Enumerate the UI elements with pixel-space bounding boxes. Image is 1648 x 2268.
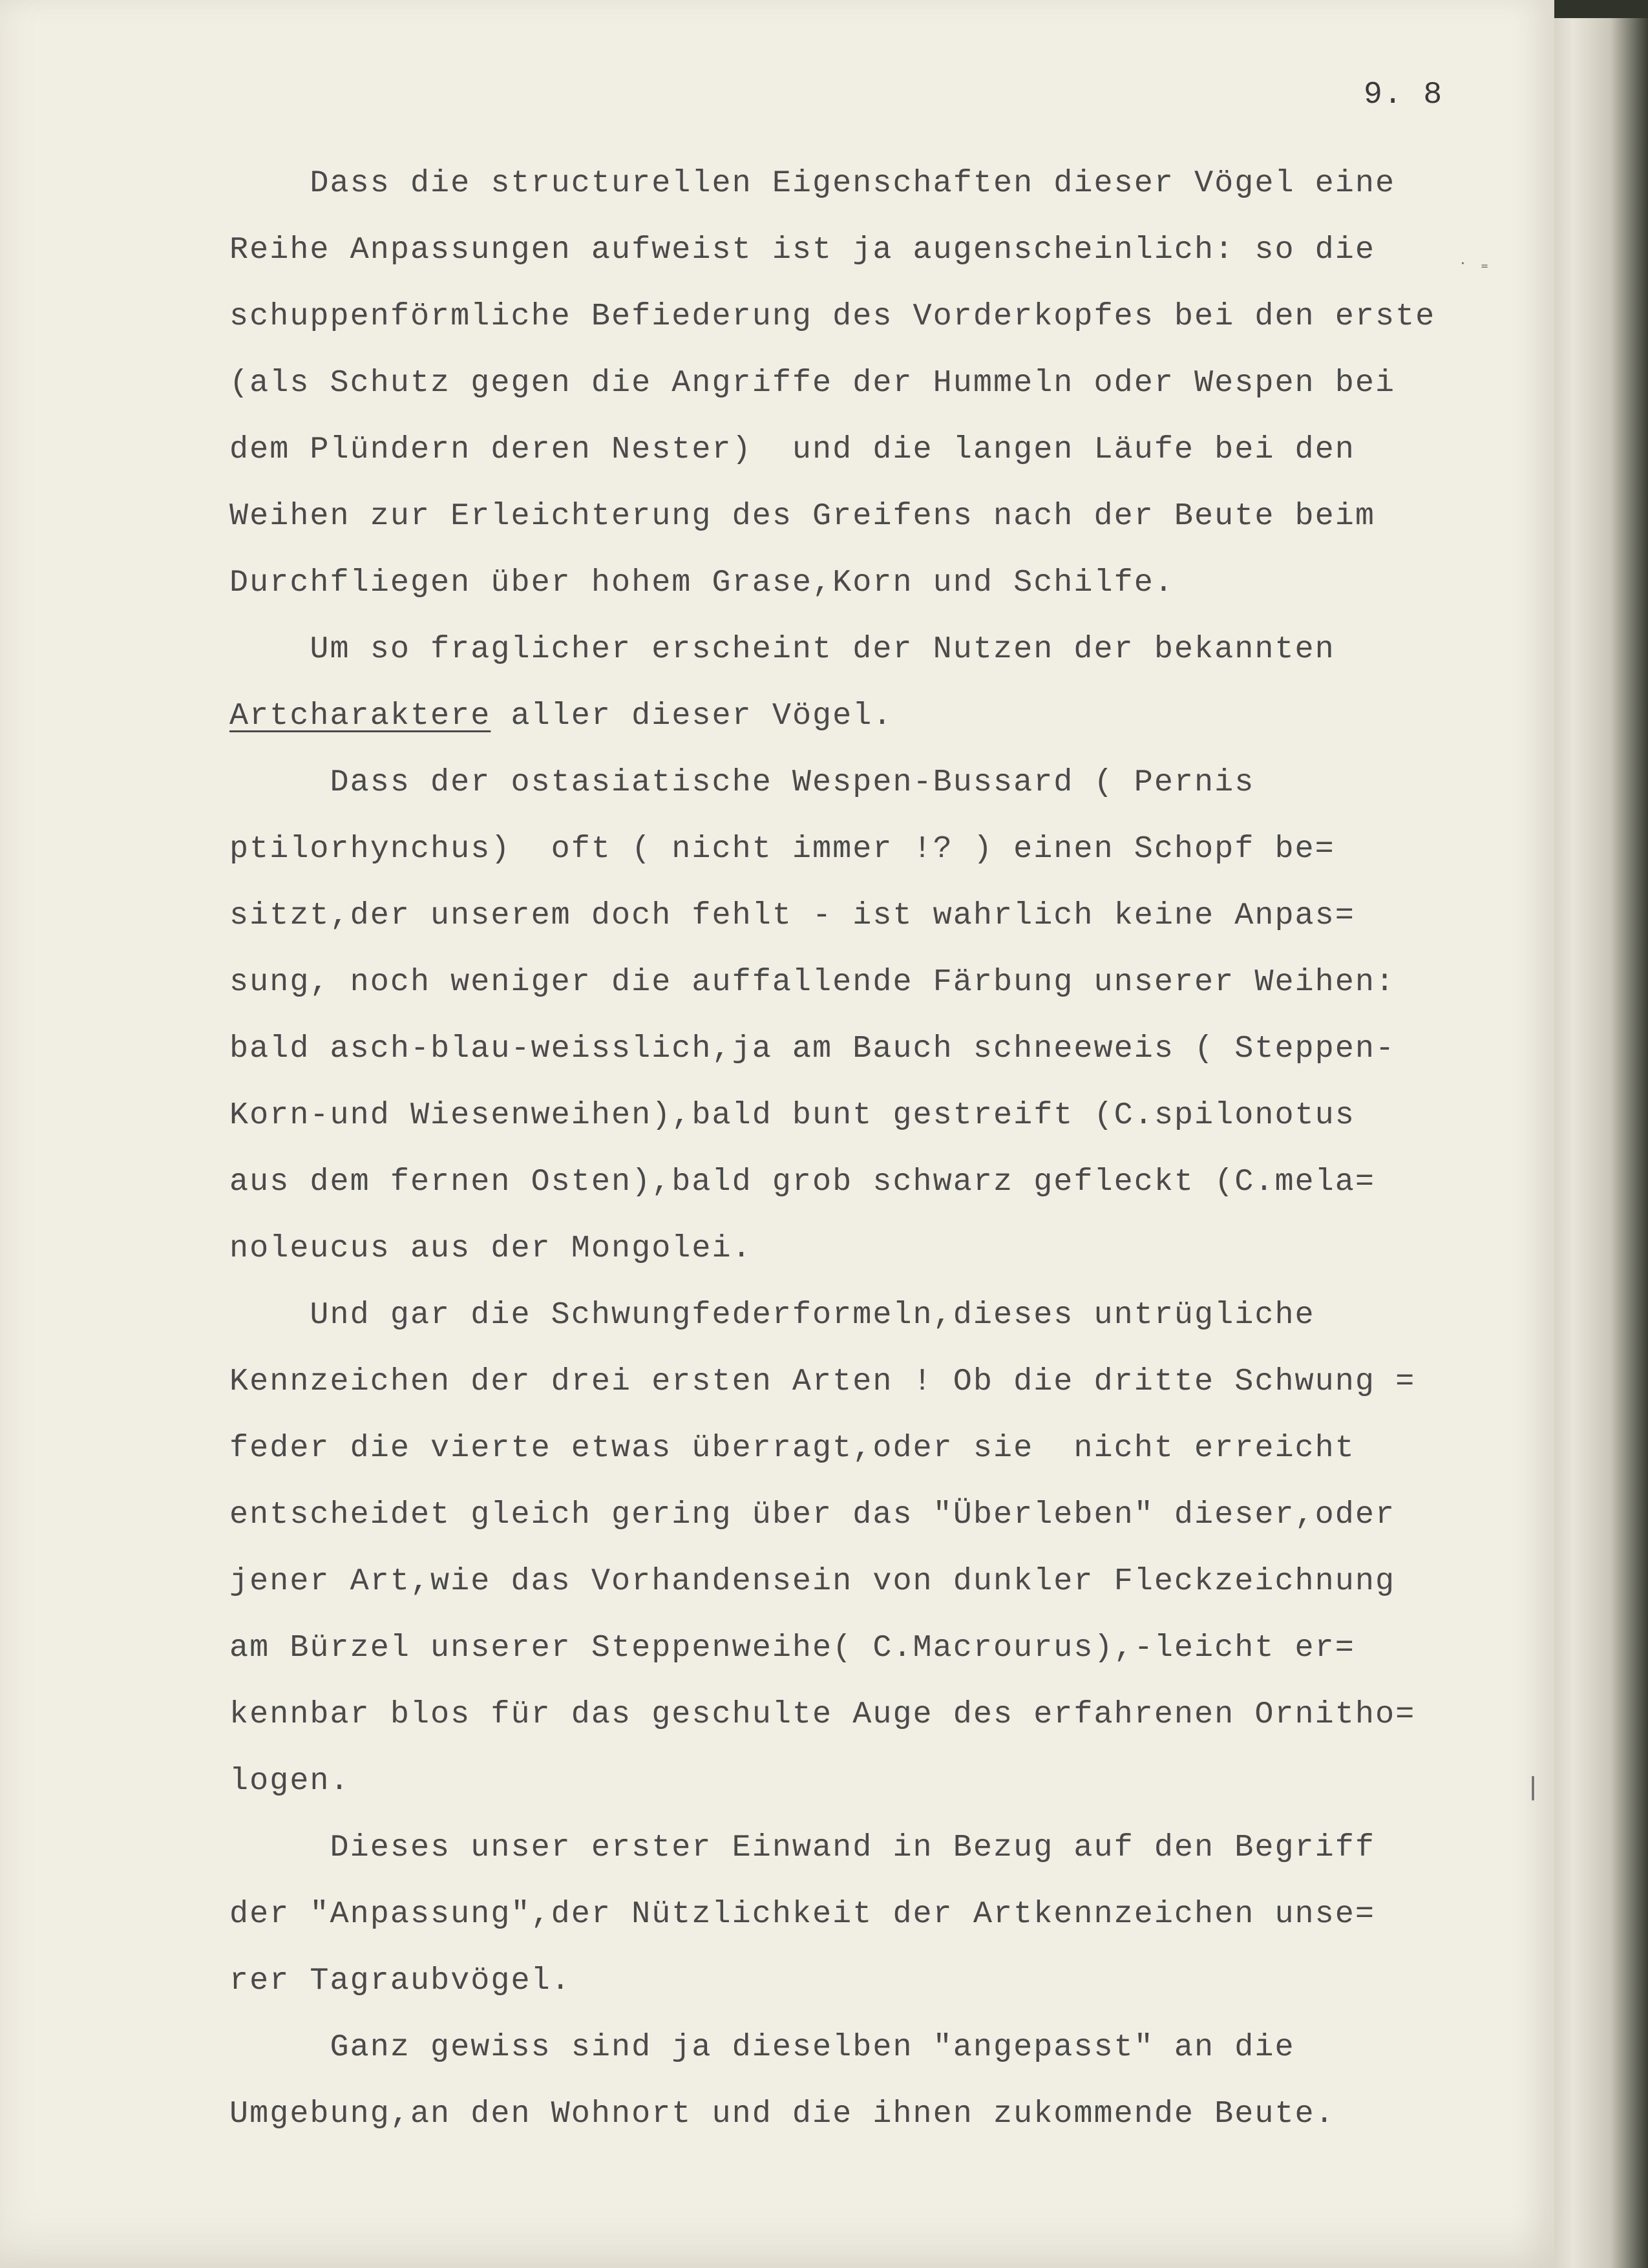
text-line: Und gar die Schwungfederformeln,dieses untrügliche — [229, 1297, 1315, 1333]
pencil-mark: ˙ ⁼ — [1457, 261, 1490, 281]
text-line: bald asch-blau-weisslich,ja am Bauch schneeweis ( Steppen- — [229, 1031, 1396, 1066]
background-corner — [1554, 0, 1648, 18]
text-line: Korn-und Wiesenweihen),bald bunt gestreift (C.spilonotus — [229, 1097, 1355, 1133]
text-line: Dass der ostasiatische Wespen-Bussard ( Pernis — [229, 765, 1255, 800]
text-line: Kennzeichen der drei ersten Arten ! Ob die dritte Schwung = — [229, 1364, 1416, 1399]
text-line: logen. — [229, 1763, 350, 1799]
text-line: Umgebung,an den Wohnort und die ihnen zukommende Beute. — [229, 2096, 1335, 2132]
text-line: jener Art,wie das Vorhandensein von dunkler Fleckzeichnung — [229, 1563, 1396, 1599]
text-line: Artcharaktere aller dieser Vögel. — [229, 698, 893, 734]
text-line: (als Schutz gegen die Angriffe der Hummeln oder Wespen bei — [229, 365, 1396, 401]
underlined-term: Artcharaktere — [229, 698, 491, 734]
text-line: Weihen zur Erleichterung des Greifens nach der Beute beim — [229, 498, 1375, 534]
body-text — [229, 150, 1554, 2147]
text-line: noleucus aus der Mongolei. — [229, 1231, 752, 1266]
text-line: entscheidet gleich gering über das "Überleben" dieser,oder — [229, 1497, 1396, 1532]
text-line: Dieses unser erster Einwand in Bezug auf den Begriff — [229, 1830, 1375, 1865]
text-line: dem Plündern deren Nester) und die langen Läufe bei den — [229, 432, 1355, 467]
text-line: sitzt,der unserem doch fehlt - ist wahrlich keine Anpas= — [229, 898, 1355, 933]
text-line: Durchfliegen über hohem Grase,Korn und Schilfe. — [229, 565, 1174, 600]
text-line: schuppenförmliche Befiederung des Vorderkopfes bei den erste — [229, 299, 1436, 334]
text-line: feder die vierte etwas überragt,oder sie nicht erreicht — [229, 1430, 1355, 1466]
background-edge — [1554, 0, 1648, 2268]
margin-mark: | — [1525, 1774, 1541, 1803]
text-line: aus dem fernen Osten),bald grob schwarz gefleckt (C.mela= — [229, 1164, 1375, 1200]
text-line: Um so fraglicher erscheint der Nutzen der bekannten — [229, 631, 1335, 667]
text-line: am Bürzel unserer Steppenweihe( C.Macrourus),-leicht er= — [229, 1630, 1355, 1666]
text-line: Ganz gewiss sind ja dieselben "angepasst" an die — [229, 2030, 1295, 2065]
text-line: Dass die structurellen Eigenschaften dieser Vögel eine — [229, 165, 1396, 201]
text-line: sung, noch weniger die auffallende Färbung unserer Weihen: — [229, 964, 1396, 1000]
text-line: kennbar blos für das geschulte Auge des erfahrenen Ornitho= — [229, 1697, 1416, 1732]
text-line: rer Tagraubvögel. — [229, 1963, 571, 1998]
text-line: ptilorhynchus) oft ( nicht immer !? ) einen Schopf be= — [229, 831, 1335, 867]
text-line: der "Anpassung",der Nützlichkeit der Artkennzeichen unse= — [229, 1896, 1375, 1932]
text-line: Reihe Anpassungen aufweist ist ja augenscheinlich: so die — [229, 232, 1375, 268]
page-number: 9. 8 — [1364, 78, 1444, 112]
